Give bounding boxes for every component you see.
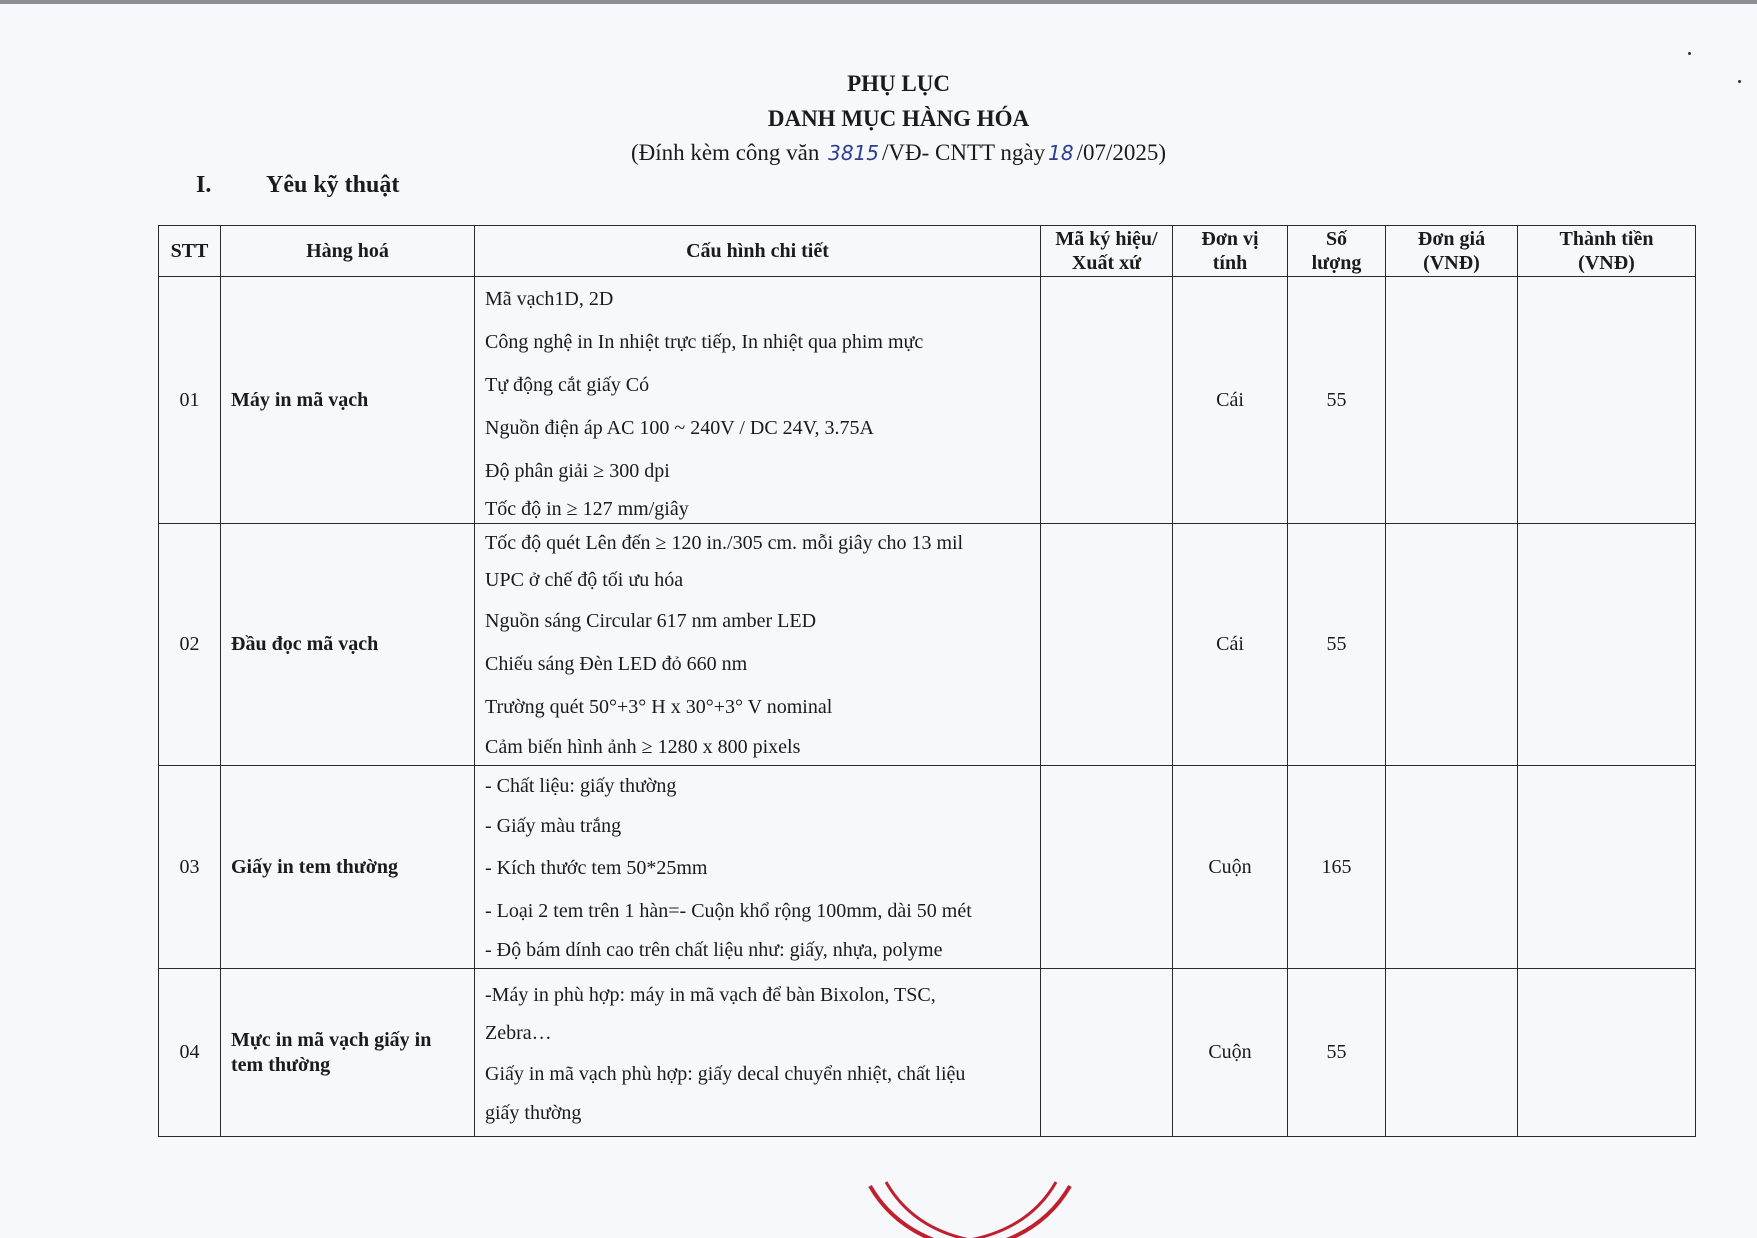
spec-line: giấy thường: [485, 1101, 582, 1124]
spec-line: Tốc độ in ≥ 127 mm/giây: [485, 498, 689, 520]
spec-line: - Kích thước tem 50*25mm: [485, 857, 708, 879]
row-unit-price: [1386, 969, 1518, 1137]
header-stt: STT: [159, 226, 221, 277]
spec-line: Nguồn sáng Circular 617 nm amber LED: [485, 609, 817, 632]
spec-line: Tự động cắt giấy Có: [485, 374, 650, 396]
row-unit-price: [1386, 277, 1518, 524]
spec-line: Giấy in mã vạch phù hợp: giấy decal chuyển nhiệt, chất liệu: [485, 1062, 966, 1085]
row-unit: Cuộn: [1173, 766, 1288, 969]
header-qty-line1: Số: [1325, 228, 1348, 250]
row-stt: 02: [159, 524, 221, 766]
header-goods: Hàng hoá: [221, 226, 475, 277]
row-code-origin: [1041, 969, 1173, 1137]
handwritten-document-number: 3815: [828, 141, 880, 165]
spec-line: - Độ bám dính cao trên chất liệu như: giấy, nhựa, polyme: [485, 939, 943, 961]
spec-line: Tốc độ quét Lên đến ≥ 120 in./305 cm. mỗi giây cho 13 mil: [485, 531, 964, 554]
attachment-prefix: (Đính kèm công văn: [630, 140, 820, 165]
handwritten-day: 18: [1048, 141, 1074, 165]
row-total: [1518, 524, 1696, 766]
spec-line: Chiếu sáng Đèn LED đỏ 660 nm: [485, 652, 748, 675]
table-row: [159, 766, 1696, 969]
header-unit-line1: Đơn vị: [1201, 228, 1259, 250]
spec-line: Độ phân giải ≥ 300 dpi: [485, 460, 670, 482]
row-stt: 01: [159, 277, 221, 524]
table-header-row: [159, 226, 1696, 277]
row-total: [1518, 766, 1696, 969]
row-unit: Cái: [1173, 277, 1288, 524]
header-total: [1518, 226, 1696, 277]
table-row: [159, 524, 1696, 766]
spec-line: Trường quét 50°+3° H x 30°+3° V nominal: [485, 695, 833, 718]
header-qty-line2: lượng: [1311, 252, 1362, 274]
document-header: [0, 66, 1757, 170]
section-number: I.: [196, 172, 212, 198]
attachment-middle: /VĐ- CNTT ngày: [882, 140, 1046, 165]
row-unit: Cuộn: [1173, 969, 1288, 1137]
header-code-origin: [1041, 226, 1173, 277]
header-price-line2: (VNĐ): [1423, 252, 1480, 274]
spec-line: - Giấy màu trắng: [485, 815, 622, 837]
header-unit: [1173, 226, 1288, 277]
table-row: [159, 969, 1696, 1137]
red-seal-stamp: [860, 1178, 1080, 1238]
row-stt: 03: [159, 766, 221, 969]
row-stt: 04: [159, 969, 221, 1137]
header-unit-price: [1386, 226, 1518, 277]
scan-top-edge: [0, 0, 1757, 4]
spec-line: Zebra…: [485, 1021, 552, 1044]
spec-line: Công nghệ in In nhiệt trực tiếp, In nhiệt qua phim mực: [485, 331, 924, 353]
header-total-line1: Thành tiền: [1559, 228, 1654, 250]
spec-line: - Chất liệu: giấy thường: [485, 775, 677, 797]
spec-line: UPC ở chế độ tối ưu hóa: [485, 568, 684, 591]
spec-line: Cảm biến hình ảnh ≥ 1280 x 800 pixels: [485, 735, 801, 758]
row-spec-cell: [475, 277, 1041, 524]
row-total: [1518, 277, 1696, 524]
appendix-title: PHỤ LỤC: [847, 71, 950, 96]
scan-speck: [1688, 52, 1691, 55]
spec-line: -Máy in phù hợp: máy in mã vạch để bàn Bixolon, TSC,: [485, 983, 936, 1006]
header-quantity: [1288, 226, 1386, 277]
row-goods-name: Giấy in tem thường: [221, 766, 475, 969]
row-quantity: 55: [1288, 277, 1386, 524]
spec-line: Mã vạch1D, 2D: [485, 288, 614, 310]
row-code-origin: [1041, 277, 1173, 524]
row-unit-price: [1386, 524, 1518, 766]
row-goods-name: Đầu đọc mã vạch: [221, 524, 475, 766]
goods-table: [158, 225, 1696, 1137]
row-quantity: 55: [1288, 969, 1386, 1137]
row-goods-name: [221, 969, 475, 1137]
header-code-line1: Mã ký hiệu/: [1055, 228, 1158, 250]
header-config: Cấu hình chi tiết: [475, 226, 1041, 277]
attachment-reference: [0, 136, 1757, 170]
row-spec-cell: [475, 969, 1041, 1137]
header-price-line1: Đơn giá: [1417, 228, 1486, 250]
header-code-line2: Xuất xứ: [1071, 252, 1142, 274]
section-heading: [196, 172, 399, 199]
spec-line: Nguồn điện áp AC 100 ~ 240V / DC 24V, 3.75A: [485, 417, 874, 439]
table-row: [159, 277, 1696, 524]
row-spec-cell: [475, 524, 1041, 766]
row-code-origin: [1041, 766, 1173, 969]
row-unit-price: [1386, 766, 1518, 969]
row-goods-name-line2: tem thường: [231, 1053, 331, 1076]
row-goods-name-line1: Mực in mã vạch giấy in: [231, 1028, 432, 1051]
attachment-suffix: /07/2025): [1076, 140, 1167, 165]
section-title: Yêu kỹ thuật: [266, 172, 400, 198]
spec-line: - Loại 2 tem trên 1 hàn=- Cuộn khổ rộng 100mm, dài 50 mét: [485, 900, 972, 922]
goods-list-title: DANH MỤC HÀNG HÓA: [767, 106, 1030, 131]
row-total: [1518, 969, 1696, 1137]
row-spec-cell: [475, 766, 1041, 969]
header-total-line2: (VNĐ): [1578, 252, 1635, 274]
seal-ring-icon: [860, 1178, 1080, 1238]
row-code-origin: [1041, 524, 1173, 766]
row-quantity: 165: [1288, 766, 1386, 969]
row-quantity: 55: [1288, 524, 1386, 766]
row-unit: Cái: [1173, 524, 1288, 766]
header-unit-line2: tính: [1212, 252, 1248, 274]
row-goods-name: Máy in mã vạch: [221, 277, 475, 524]
